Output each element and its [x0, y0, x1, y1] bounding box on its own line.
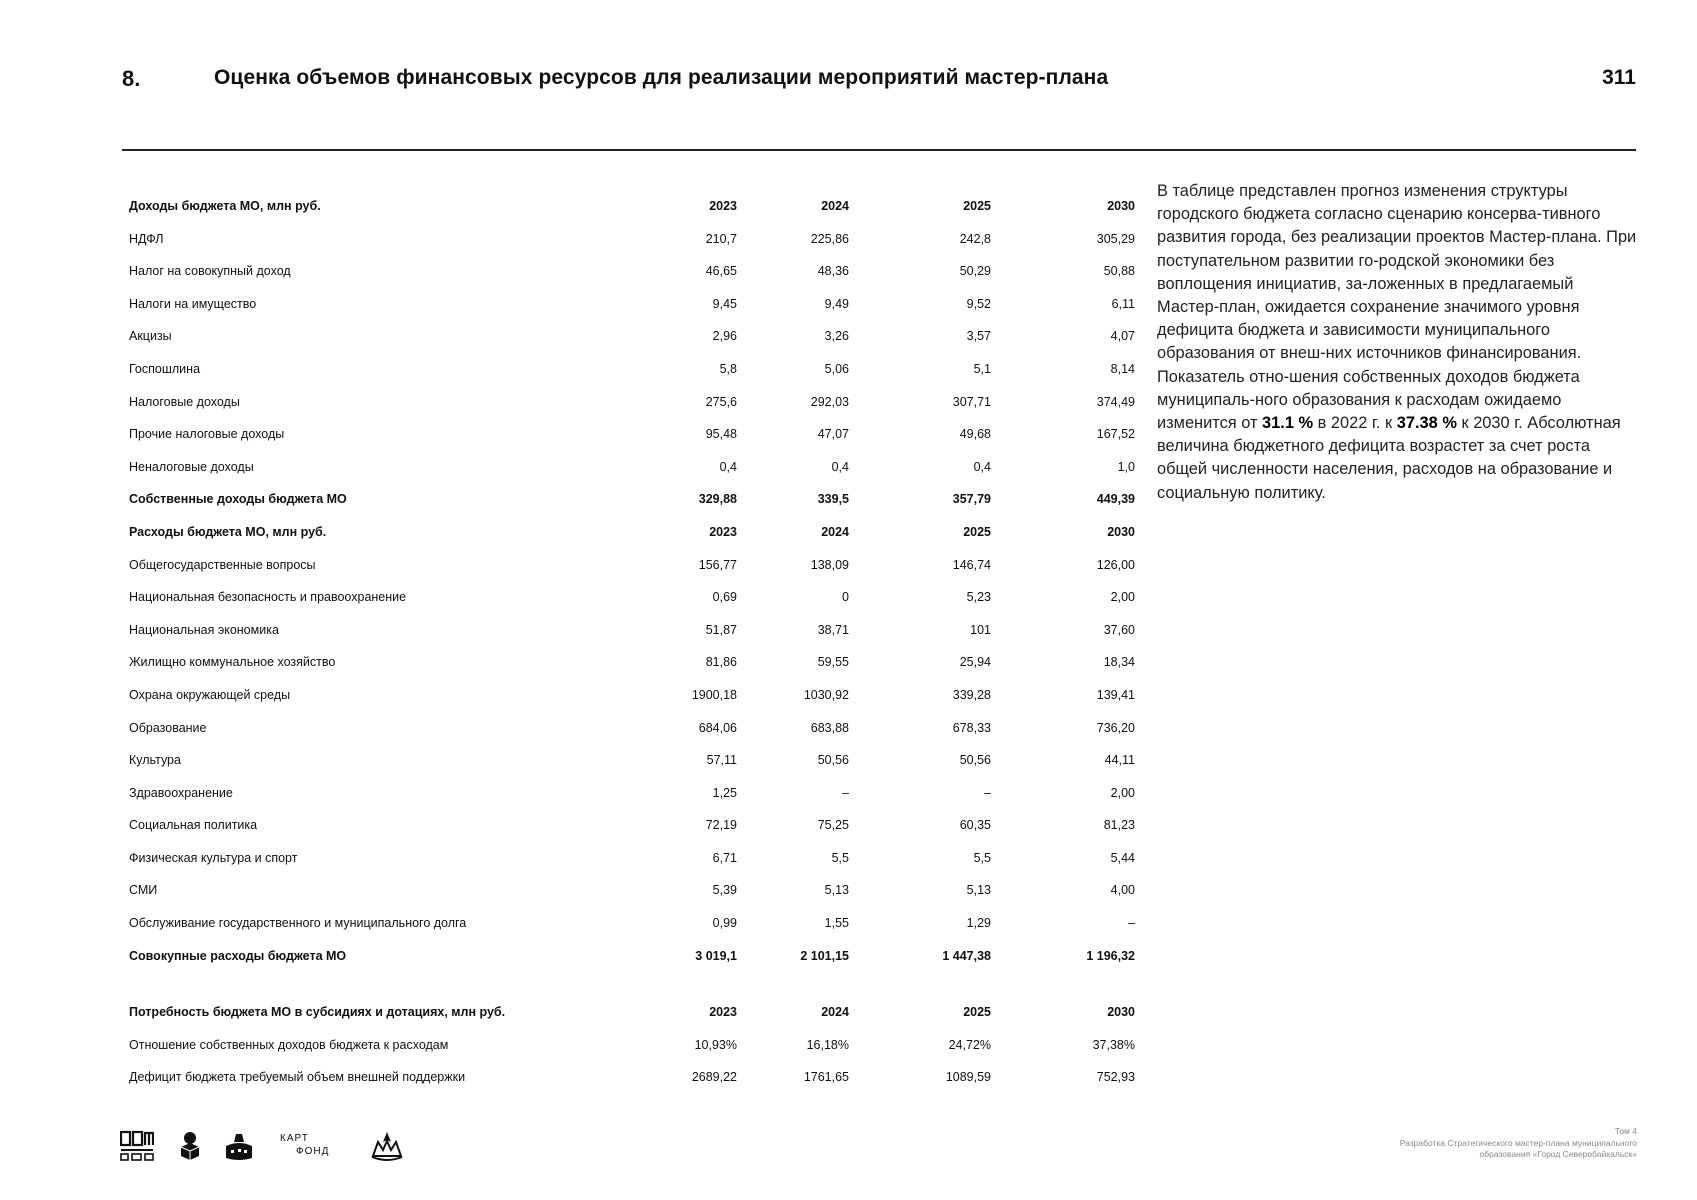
row-label: НДФЛ — [129, 231, 164, 246]
footnote-line2: Разработка Стратегического мастер-плана муниципального — [1399, 1137, 1637, 1148]
value-cell: 156,77 — [698, 557, 737, 572]
footnote-line1: Том 4 — [1614, 1126, 1637, 1136]
value-cell: 684,06 — [698, 720, 737, 735]
value-cell: 329,88 — [698, 492, 737, 507]
table-row — [129, 418, 1135, 451]
value-cell: 5,5 — [973, 850, 991, 865]
value-cell: 3,26 — [824, 329, 849, 344]
value-cell: 357,79 — [952, 492, 991, 507]
row-label: Отношение собственных доходов бюджета к расходам — [129, 1037, 449, 1052]
value-cell: 683,88 — [810, 720, 849, 735]
row-label: Общегосударственные вопросы — [129, 557, 316, 572]
footnote — [1217, 1126, 1637, 1161]
year-cell: 2030 — [1107, 199, 1135, 213]
value-cell: 72,19 — [705, 818, 737, 833]
value-cell: 0,4 — [719, 459, 737, 474]
row-label: Налоговые доходы — [129, 394, 240, 409]
value-cell: 95,48 — [705, 427, 737, 442]
note-value-2030: 37.38 % — [1396, 414, 1457, 433]
row-label: Доходы бюджета МО, млн руб. — [129, 199, 321, 213]
value-cell: 2,96 — [712, 329, 737, 344]
dom-rf-logo-icon — [120, 1130, 154, 1162]
row-label: Физическая культура и спорт — [129, 850, 298, 865]
row-label: Собственные доходы бюджета МО — [129, 492, 347, 507]
value-cell: 101 — [970, 622, 991, 637]
explanatory-note — [1157, 180, 1637, 505]
table-row — [129, 288, 1135, 321]
table-row — [129, 712, 1135, 745]
row-label: Здравоохранение — [129, 785, 233, 800]
value-cell: 126,00 — [1096, 557, 1135, 572]
row-label: Налог на совокупный доход — [129, 264, 291, 279]
value-cell: 2,00 — [1110, 590, 1135, 605]
year-cell: 2023 — [709, 199, 737, 213]
value-cell: 2689,22 — [691, 1070, 737, 1085]
kart-fond-line2: ФОНД — [296, 1146, 330, 1157]
value-cell: 44,11 — [1104, 753, 1135, 768]
value-cell: 3,57 — [966, 329, 991, 344]
value-cell: 18,34 — [1103, 655, 1135, 670]
row-label: Неналоговые доходы — [129, 459, 254, 474]
value-cell: 1761,65 — [803, 1070, 849, 1085]
value-cell: 1,0 — [1117, 459, 1135, 474]
value-cell: 0,4 — [831, 459, 849, 474]
value-cell: 25,94 — [959, 655, 991, 670]
row-label: Совокупные расходы бюджета МО — [129, 948, 347, 963]
value-cell: 1900,18 — [691, 687, 737, 702]
table-row — [129, 386, 1135, 419]
table-row — [129, 874, 1135, 907]
value-cell: 5,13 — [966, 883, 991, 898]
row-label: СМИ — [129, 883, 158, 898]
value-cell: 60,35 — [959, 818, 991, 833]
table-row — [129, 744, 1135, 777]
row-label: Прочие налоговые доходы — [129, 427, 285, 442]
year-cell: 2025 — [963, 524, 991, 539]
year-cell: 2030 — [1107, 1005, 1135, 1020]
table-row — [129, 614, 1135, 647]
value-cell: 1 196,32 — [1086, 948, 1135, 963]
value-cell: 5,1 — [973, 361, 991, 376]
table-row — [129, 777, 1135, 810]
table-row — [129, 581, 1135, 614]
value-cell: 50,88 — [1103, 264, 1135, 279]
note-value-2022: 31.1 % — [1262, 414, 1314, 433]
value-cell: 81,86 — [705, 655, 737, 670]
year-cell: 2024 — [821, 524, 849, 539]
section-number: 8. — [122, 66, 141, 91]
table-row — [129, 255, 1135, 288]
value-cell: 49,68 — [959, 427, 991, 442]
table-row — [129, 549, 1135, 582]
value-cell: 0,4 — [973, 459, 991, 474]
year-cell: 2023 — [709, 1005, 737, 1020]
value-cell: 5,44 — [1110, 850, 1135, 865]
value-cell: 146,74 — [952, 557, 991, 572]
value-cell: 1,25 — [712, 785, 737, 800]
value-cell: 5,8 — [719, 361, 737, 376]
footnote-line3: образования «Город Северобайкальск» — [1479, 1149, 1637, 1159]
value-cell: 50,56 — [959, 753, 991, 768]
value-cell: 1,55 — [824, 916, 849, 931]
row-label: Налоги на имущество — [129, 296, 257, 311]
row-label: Обслуживание государственного и муниципального долга — [129, 916, 467, 931]
value-cell: 307,71 — [952, 394, 991, 409]
value-cell: 275,6 — [705, 394, 737, 409]
table-row — [129, 679, 1135, 712]
value-cell: 50,29 — [959, 264, 991, 279]
row-label: Культура — [129, 753, 181, 768]
value-cell: 6,11 — [1111, 296, 1135, 311]
value-cell: 10,93% — [694, 1037, 737, 1052]
value-cell: 5,23 — [966, 590, 991, 605]
value-cell: 38,71 — [817, 622, 849, 637]
year-cell: 2025 — [963, 199, 991, 213]
row-label: Национальная безопасность и правоохранение — [129, 590, 407, 605]
year-cell: 2024 — [821, 1005, 849, 1020]
table-row — [129, 1061, 1135, 1094]
value-cell: 1089,59 — [945, 1070, 991, 1085]
value-cell: 81,23 — [1103, 818, 1135, 833]
table-row — [129, 353, 1135, 386]
value-cell: 736,20 — [1096, 720, 1135, 735]
value-cell: 5,39 — [712, 883, 737, 898]
value-cell: – — [1128, 916, 1135, 931]
value-cell: 59,55 — [817, 655, 849, 670]
building-logo-icon — [224, 1130, 254, 1162]
note-text-middle: в 2022 г. к — [1317, 414, 1393, 433]
value-cell: 48,36 — [817, 264, 849, 279]
table-header-row — [129, 516, 1135, 549]
table-row — [129, 320, 1135, 353]
value-cell: 3 019,1 — [695, 948, 737, 963]
kart-fond-line1: КАРТ — [280, 1133, 309, 1144]
value-cell: 305,29 — [1096, 231, 1135, 246]
value-cell: 2,00 — [1110, 785, 1135, 800]
value-cell: 139,41 — [1096, 687, 1135, 702]
value-cell: 339,28 — [952, 687, 991, 702]
year-cell: 2030 — [1107, 524, 1135, 539]
cube-logo-icon — [178, 1130, 202, 1162]
row-label: Акцизы — [129, 329, 172, 344]
row-label: Национальная экономика — [129, 622, 279, 637]
value-cell: 5,13 — [824, 883, 849, 898]
value-cell: 1,29 — [966, 916, 991, 931]
value-cell: 292,03 — [810, 394, 849, 409]
value-cell: 50,56 — [817, 753, 849, 768]
value-cell: 0,69 — [712, 590, 737, 605]
value-cell: 1030,92 — [803, 687, 849, 702]
row-label: Образование — [129, 720, 207, 735]
value-cell: 9,49 — [824, 296, 849, 311]
table-total-row — [129, 483, 1135, 516]
row-label: Госпошлина — [129, 361, 201, 376]
value-cell: 24,72% — [948, 1037, 991, 1052]
budget-table — [129, 190, 1135, 1094]
value-cell: 242,8 — [959, 231, 991, 246]
value-cell: 57,11 — [706, 753, 737, 768]
value-cell: 2 101,15 — [800, 948, 849, 963]
value-cell: 138,09 — [810, 557, 849, 572]
value-cell: 167,52 — [1096, 427, 1135, 442]
table-row — [129, 451, 1135, 484]
year-cell: 2023 — [709, 524, 737, 539]
row-label: Потребность бюджета МО в субсидиях и дотациях, млн руб. — [129, 1005, 506, 1020]
value-cell: – — [984, 785, 991, 800]
row-label: Расходы бюджета МО, млн руб. — [129, 524, 327, 539]
value-cell: 9,45 — [712, 296, 737, 311]
section-spacer — [129, 972, 1114, 996]
kart-fond-logo — [280, 1132, 329, 1158]
table-row — [129, 907, 1135, 940]
value-cell: 210,7 — [705, 231, 737, 246]
value-cell: 37,60 — [1103, 622, 1135, 637]
note-text-before: В таблице представлен прогноз изменения структуры городского бюджета согласно сценарию консерва-тивного развития города, без реализации проектов Мастер-плана. При поступательном развитии го-родской экономики без воплощения инициатив, за-ложенных в предлагаемый Мастер-план, ожидается сохранение значимого уровня дефицита бюджета и зависимости муниципального образования от внеш-них источников финансирования. Показатель отно-шения собственных доходов бюджета муниципаль-ного образования к расходам ожидаемо изменится от — [1157, 182, 1637, 433]
value-cell: 9,52 — [966, 296, 991, 311]
table-row — [129, 1029, 1135, 1062]
value-cell: 5,06 — [824, 361, 849, 376]
note-text-after: к 2030 г. Абсолютная величина бюджетного дефицита возрастет за счет роста общей численности населения, расходов на образование и социальную политику. — [1157, 414, 1621, 502]
table-row — [129, 223, 1135, 256]
crown-emblem-icon — [370, 1130, 404, 1162]
value-cell: 449,39 — [1096, 492, 1135, 507]
value-cell: 37,38% — [1092, 1037, 1135, 1052]
value-cell: 46,65 — [705, 264, 737, 279]
table-header-row — [129, 996, 1135, 1029]
value-cell: 0 — [842, 590, 849, 605]
table-row — [129, 809, 1135, 842]
table-row — [129, 646, 1135, 679]
table-row — [129, 842, 1135, 875]
row-label: Дефицит бюджета требуемый объем внешней поддержки — [129, 1070, 466, 1085]
year-cell: 2024 — [821, 199, 849, 213]
value-cell: 225,86 — [810, 231, 849, 246]
value-cell: 47,07 — [817, 427, 849, 442]
header-divider — [122, 149, 1636, 151]
value-cell: – — [842, 785, 849, 800]
value-cell: 0,99 — [712, 916, 737, 931]
page-number: 311 — [1602, 66, 1636, 89]
row-label: Охрана окружающей среды — [129, 687, 291, 702]
value-cell: 339,5 — [817, 492, 849, 507]
value-cell: 8,14 — [1110, 361, 1135, 376]
value-cell: 16,18% — [806, 1037, 849, 1052]
value-cell: 1 447,38 — [942, 948, 991, 963]
value-cell: 752,93 — [1096, 1070, 1135, 1085]
value-cell: 678,33 — [952, 720, 991, 735]
section-title: Оценка объемов финансовых ресурсов для реализации мероприятий мастер-плана — [214, 66, 1109, 89]
table-total-row — [129, 940, 1135, 973]
page-header — [122, 66, 1636, 96]
value-cell: 5,5 — [831, 850, 849, 865]
value-cell: 4,00 — [1110, 883, 1135, 898]
value-cell: 75,25 — [817, 818, 849, 833]
year-cell: 2025 — [963, 1005, 991, 1020]
value-cell: 51,87 — [705, 622, 737, 637]
row-label: Социальная политика — [129, 818, 258, 833]
table-header-row — [129, 190, 1135, 223]
row-label: Жилищно коммунальное хозяйство — [129, 655, 336, 670]
value-cell: 374,49 — [1096, 394, 1135, 409]
value-cell: 4,07 — [1110, 329, 1135, 344]
value-cell: 6,71 — [712, 850, 737, 865]
